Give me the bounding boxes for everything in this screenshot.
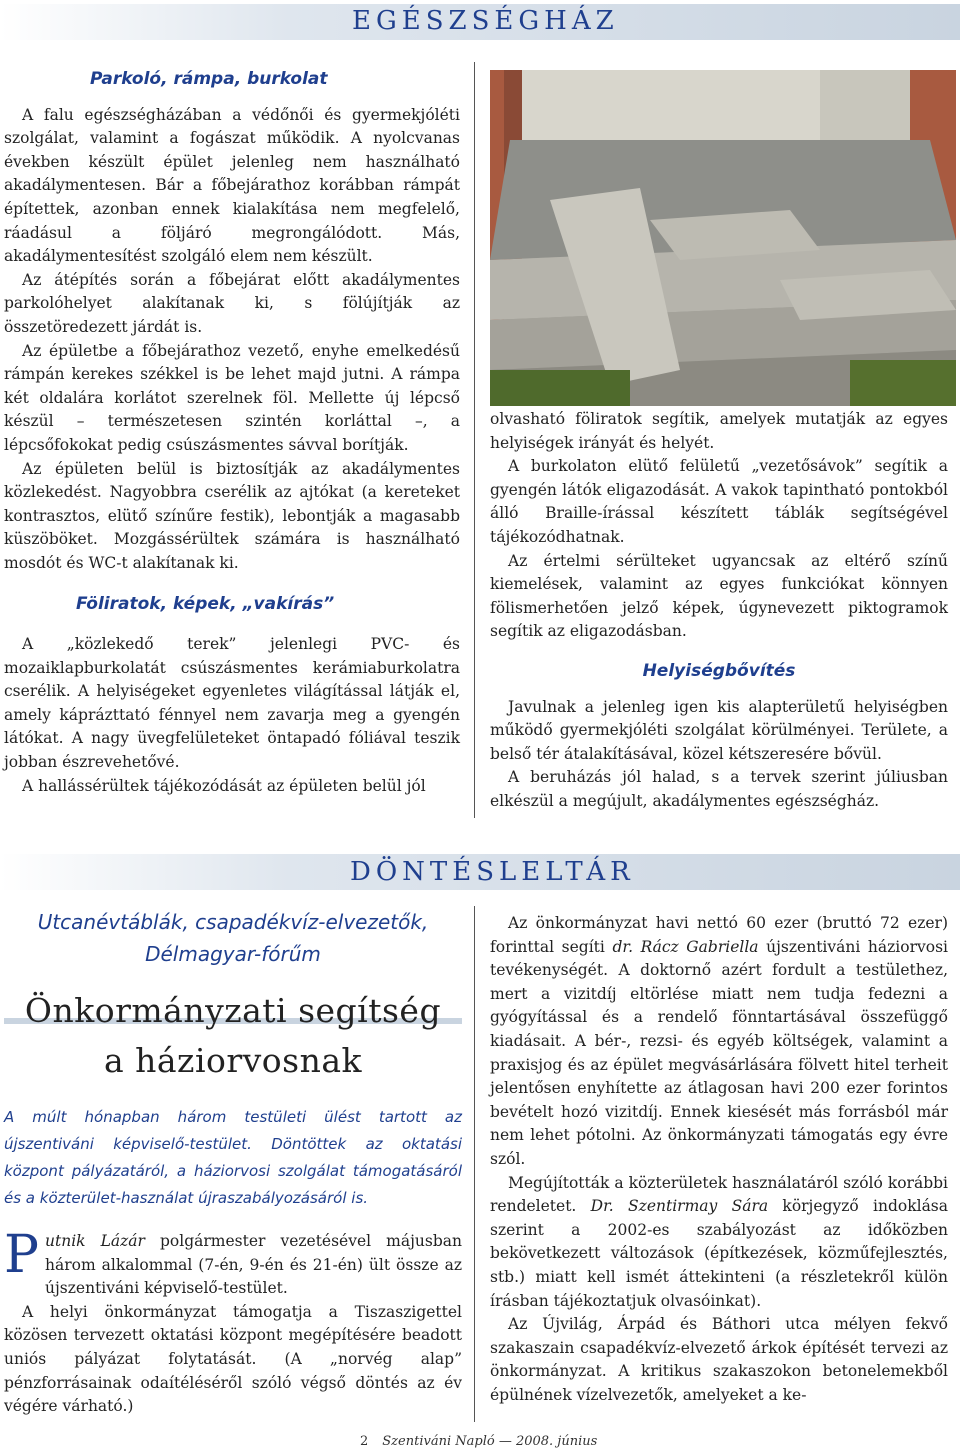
paragraph: Az épületbe a főbejárathoz vezető, enyhe emelkedésű rámpán kerekes székkel is be lehet majd jutni. A rámpa két oldalára korlátot szerelnek föl. Mellette új lépcső készül – természetesen szintén korláttal –, a lépcsőfokokat pedig csúszásmentes sávval borítják. xyxy=(4,341,460,454)
issue-date: 2008. június xyxy=(515,1434,598,1449)
heading-parkolo: Parkoló, rámpa, burkolat xyxy=(90,69,328,89)
paragraph xyxy=(490,912,948,1172)
article-bottom-right xyxy=(490,912,948,1407)
publication-name: Szentiváni Napló xyxy=(382,1434,495,1449)
paragraph: Az átépítés során a főbejárat előtt akadálymentes parkolóhelyet alakítanak ki, s fölújítják az összetöredezett járdát is. xyxy=(4,270,460,336)
page-footer: 2 Szentiváni Napló — 2008. június xyxy=(360,1434,598,1449)
article-bottom-left-body xyxy=(4,1225,462,1419)
person-name: utnik Lázár xyxy=(45,1232,145,1250)
paragraph: olvasható föliratok segítik, amelyek mutatják az egyes helyiségek irányát és helyét. xyxy=(490,410,948,452)
person-name: Dr. Szentirmay Sára xyxy=(590,1197,769,1216)
article-bottom-left xyxy=(4,906,462,1419)
section-title-donteslelar: DÖNTÉSLELTÁR xyxy=(350,857,635,887)
paragraph: A hallássérültek tájékozódását az épületen belül jól xyxy=(22,776,426,795)
paragraph xyxy=(490,1172,948,1314)
column-divider-bottom xyxy=(474,906,475,1422)
article-title-line2: a háziorvosnak xyxy=(103,1041,363,1080)
dropcap-letter: P xyxy=(4,1225,39,1285)
paragraph: Az Újvilág, Árpád és Báthori utca mélyen fekvő szakaszain csapadékvíz-elvezető árkok építését tervezi az önkormányzat. A kritikus szakaszokon betonelemekből épülnének vízelvezetők, amelyeket a ke- xyxy=(490,1315,948,1404)
title-block xyxy=(4,986,462,1086)
paragraph: Az értelmi sérülteket ugyancsak az eltérő színű kiemelések, valamint az egyes funkciókat könnyen fölismerhetően jelző képek, úgynevezett piktogramok segítik az eligazodásban. xyxy=(490,551,948,641)
article-lead: A múlt hónapban három testületi ülést tartott az újszentiváni képviselő-testület. Döntöttek az oktatási központ pályázatáról, a háziorvosi szolgálat támogatásáról és a közterület-használat újraszabályozásáról is. xyxy=(4,1108,462,1207)
paragraph-text: körjegyző indoklása szerint a 2002-es szabályozást az időközben bekövetkezett változások (építkezések, közműfejlesztés, stb.) miatt kell ismét áttekinteni (a részletekről külön írásban tájékoztatjuk olvasóinkat). xyxy=(490,1197,949,1310)
article-kicker: Utcanévtáblák, csapadékvíz-elvezetők, Délmagyar-fórűm xyxy=(37,910,429,966)
person-name: dr. Rácz Gabriella xyxy=(612,937,759,956)
article-title-line1: Önkormányzati segítség xyxy=(24,991,442,1030)
paragraph-text: Az önkormányzat havi nettó 60 ezer (bruttó 72 ezer) forinttal segíti xyxy=(490,914,948,956)
article-right-column xyxy=(490,408,948,814)
column-divider-top xyxy=(474,62,475,818)
paragraph: A „közlekedő terek” jelenlegi PVC- és mozaiklapburkolatát csúszásmentes kerámiaburkolatra cserélik. A helyiségeket egyenletes világítással látják el, amely káprázttató fénnyel nem zavarja meg a gyengén látókat. A nagy üvegfelületeket öntapadó fóliával teszik jobban észrevehetővé. xyxy=(4,635,460,772)
heading-foliratok: Föliratok, képek, „vakírás” xyxy=(76,594,335,615)
paragraph: Az épületen belül is biztosítják az akadálymentes közlekedést. Nagyobbra cserélik az ajtókat (a kereteket kontrasztos, elütő színűre festik), lebontják a magasabb küszöböket. Mozgássérültek számára is használható mosdót és WC-t alakítanak ki. xyxy=(4,459,460,572)
paragraph-text: polgármester vezetésével májusban három alkalommal (7-én, 9-én és 21-én) ült össze az újszentiváni képviselő-testület. xyxy=(45,1232,462,1298)
ramp-photo-image xyxy=(490,70,956,406)
heading-helyisegbovites: Helyiségbővítés xyxy=(642,660,796,681)
paragraph: A beruházás jól halad, s a tervek szerint júliusban elkészül a megújult, akadálymentes egészségház. xyxy=(490,768,948,810)
page-number: 2 xyxy=(360,1434,369,1449)
paragraph: A helyi önkormányzat támogatja a Tiszaszigettel közösen tervezett oktatási központ megépítésére beadott uniós pályázat folytatását. (A „norvég alap” pénzforrásainak odaítéléséről szóló végső döntés az év végére várható.) xyxy=(4,1302,462,1416)
ramp-photo xyxy=(490,70,956,406)
section-title-egeszseghaz: EGÉSZSÉGHÁZ xyxy=(352,6,619,36)
paragraph-text: Megújították a közterületek használatáról szóló korábbi rendeletet. xyxy=(490,1173,948,1216)
article-left-column xyxy=(4,58,460,798)
paragraph: A burkolaton elütő felületű „vezetősávok” segítik a gyengén látók eligazodását. A vakok tapintható pontokból álló Braille-írással készített táblák segítségével tájékozódhatnak. xyxy=(490,457,948,546)
paragraph-dropcap xyxy=(4,1225,462,1301)
paragraph: A falu egészségházában a védőnői és gyermekjóléti szolgálat, valamint a fogászat működik. A nyolcvanas években készült épület jelenleg nem használható akadálymentesen. Bár a főbejárathoz korábban rámpát építettek, azonban ennek kialakítása nem megfelelő, ráadásul a följáró megrongálódott. Más, akadálymentesítést szolgáló elem nem készült. xyxy=(4,105,460,266)
paragraph-text: újszentiváni háziorvosi tevékenységét. A doktornő azért fordult a testülethez, mert a vizitdíj eltörlése miatt nem tudja fedezni a gyógyítással és a rendelő fönntartásával összefüggő kiadásait. A bér-, rezsi- és egyéb költségek, valamint a praxisjog és az épület megvásárlására fölvett hitel terheit jelentősen enyhítette az átlagosan havi 200 ezer forintos bevételt hozó vizitdíj. Ennek kiesését más forrásból már nem lehet pótolni. Az önkormányzati támogatás egy évre szól. xyxy=(490,937,949,1168)
paragraph: Javulnak a jelenleg igen kis alapterületű helyiségben működő gyermekjóléti szolgálat körülményei. Területe, a belső tér átalakításával, közel kétszeresére bővül. xyxy=(490,697,948,763)
